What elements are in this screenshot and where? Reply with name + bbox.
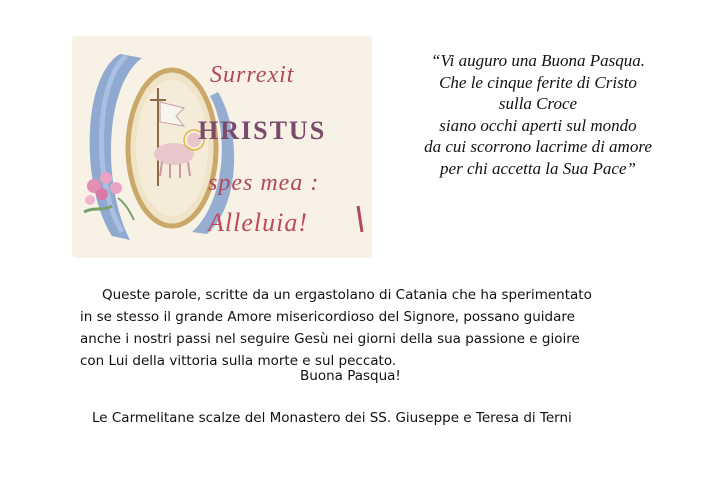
easter-card-image [72, 36, 372, 258]
card-text-spes-mea: spes mea : [208, 170, 320, 196]
body-line: anche i nostri passi nel seguire Gesù nei giorni della sua passione e gioire [80, 331, 580, 347]
easter-poem [388, 50, 688, 179]
body-line: Queste parole, scritte da un ergastolano di Catania che ha sperimentato [102, 287, 592, 303]
closing-greeting: Buona Pasqua! [300, 368, 401, 384]
poem-line: siano occhi aperti sul mondo [439, 115, 637, 135]
poem-line: sulla Croce [498, 94, 578, 113]
signature-line: Le Carmelitane scalze del Monastero dei SS. Giuseppe e Teresa di Terni [92, 410, 572, 426]
poem-line: “Vi auguro una Buona Pasqua. [431, 51, 645, 70]
card-text-surrexit: Surrexit [210, 62, 295, 88]
body-line: con Lui della vittoria sulla morte e sul peccato. [80, 353, 397, 369]
card-text-christus: HRISTUS [198, 116, 327, 145]
poem-line: Che le cinque ferite di Cristo [439, 72, 637, 92]
card-text-alleluia: Alleluia! [208, 208, 308, 237]
body-paragraph [80, 284, 640, 372]
body-line: in se stesso il grande Amore misericordioso del Signore, possano guidare [80, 309, 575, 325]
poem-line: per chi accetta la Sua Pace” [440, 158, 636, 178]
poem-line: da cui scorrono lacrime di amore [424, 137, 652, 156]
